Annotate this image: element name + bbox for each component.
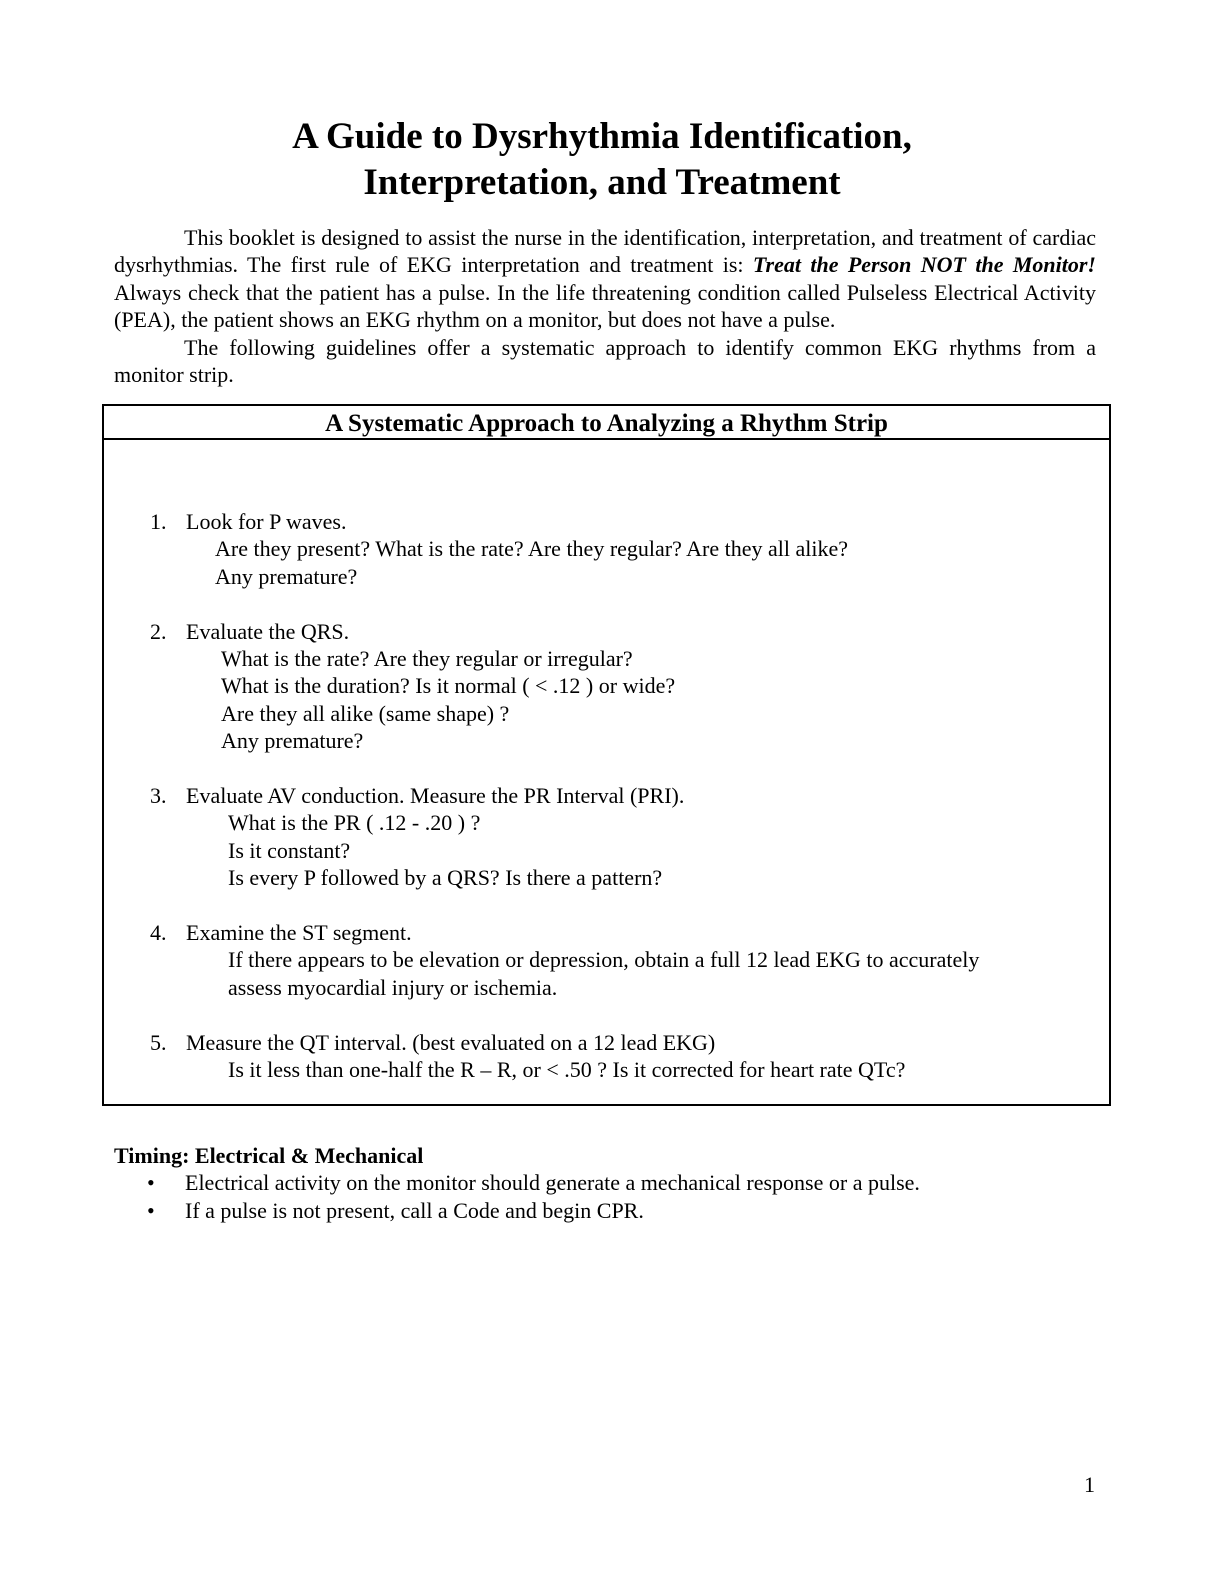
step-detail-line: What is the PR ( .12 - .20 ) ? xyxy=(228,810,481,836)
step-detail-line: What is the rate? Are they regular or irregular? xyxy=(221,646,633,672)
step-title: Evaluate the QRS. xyxy=(186,618,350,644)
step-detail-line: Is it less than one-half the R – R, or < .50 ? Is it corrected for heart rate QTc? xyxy=(228,1057,906,1083)
step-detail-line: Any premature? xyxy=(221,728,364,754)
intro-paragraph-1 xyxy=(114,224,1096,334)
step-detail-line: If there appears to be elevation or depression, obtain a full 12 lead EKG to accurately xyxy=(228,947,980,973)
step-item xyxy=(104,508,1104,590)
step-number: 1. xyxy=(150,509,167,534)
step-title: Measure the QT interval. (best evaluated on a 12 lead EKG) xyxy=(186,1029,716,1055)
bullet-icon: • xyxy=(147,1197,155,1223)
step-number: 2. xyxy=(150,618,167,644)
step-title: Evaluate AV conduction. Measure the PR Interval (PRI). xyxy=(186,783,685,809)
bullet-item xyxy=(114,1197,1114,1224)
intro-paragraph-2: The following guidelines offer a systematic approach to identify common EKG rhythms from a monitor strip. xyxy=(114,334,1096,388)
bullet-text: Electrical activity on the monitor should generate a mechanical response or a pulse. xyxy=(185,1170,920,1196)
step-detail-line: Are they present? What is the rate? Are they regular? Are they all alike? xyxy=(215,536,849,562)
step-item xyxy=(104,782,1104,892)
step-number: 5. xyxy=(150,1029,167,1055)
bullet-text: If a pulse is not present, call a Code and begin CPR. xyxy=(185,1197,644,1223)
timing-bullet-list xyxy=(114,1169,1114,1224)
step-detail-line: assess myocardial injury or ischemia. xyxy=(228,974,558,1000)
step-number: 4. xyxy=(150,920,167,946)
page-title xyxy=(0,114,1204,206)
step-item xyxy=(104,618,1104,755)
step-detail-line: Is every P followed by a QRS? Is there a pattern? xyxy=(228,865,663,891)
step-detail-line: Is it constant? xyxy=(228,837,351,863)
page-number: 1 xyxy=(1084,1472,1095,1497)
intro-section xyxy=(114,224,1096,388)
step-title: Look for P waves. xyxy=(186,509,347,534)
step-detail-line: What is the duration? Is it normal ( < .12 ) or wide? xyxy=(221,673,676,699)
steps-list xyxy=(104,508,1104,1111)
page-title-line-2: Interpretation, and Treatment xyxy=(363,162,841,203)
step-detail-line: Any premature? xyxy=(215,563,358,589)
timing-section xyxy=(114,1142,1114,1224)
timing-heading: Timing: Electrical & Mechanical xyxy=(114,1143,424,1168)
bullet-item xyxy=(114,1169,1114,1196)
systematic-approach-box xyxy=(102,404,1111,1106)
box-header: A Systematic Approach to Analyzing a Rhythm Strip xyxy=(104,406,1109,440)
page-title-line-1: A Guide to Dysrhythmia Identification, xyxy=(292,116,912,157)
step-detail-line: Are they all alike (same shape) ? xyxy=(221,700,510,726)
intro-emphasis: Treat the Person NOT the Monitor! xyxy=(752,252,1096,278)
bullet-icon: • xyxy=(147,1170,155,1196)
intro-text-before: This booklet is designed to assist the nurse in the identification, interpretation, and treatment of cardiac dysrhythmias. The first rule of EKG interpretation and treatment is: xyxy=(114,225,1096,278)
step-item xyxy=(104,1029,1104,1084)
step-number: 3. xyxy=(150,783,167,809)
step-item xyxy=(104,919,1104,1001)
intro-text-after: Always check that the patient has a pulse. In the life threatening condition called Pulseless Electrical Activity (PEA), the patient shows an EKG rhythm on a monitor, but does not have a pulse. xyxy=(114,279,1096,333)
step-title: Examine the ST segment. xyxy=(186,920,412,946)
